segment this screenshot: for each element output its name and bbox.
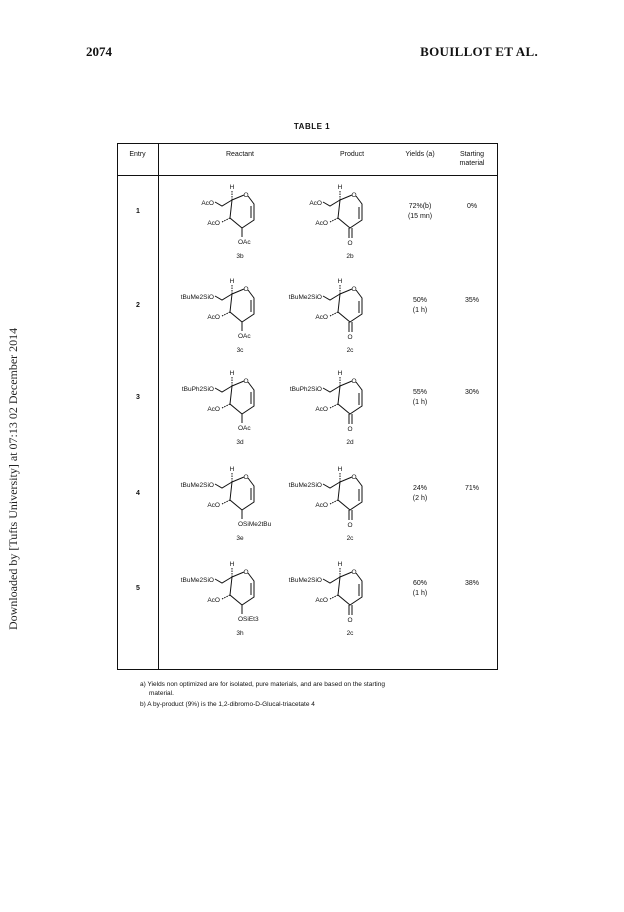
ring-o-label: O (243, 192, 249, 199)
reactant-c3-substituent: OSiMe2tBu (238, 521, 272, 528)
reaction-time: (2 h) (412, 495, 428, 502)
product-structure (290, 276, 380, 356)
reactant-structure (182, 276, 272, 356)
yield-cell (398, 388, 442, 408)
product-ring-bonds (338, 572, 362, 605)
carbonyl-o-label: O (347, 334, 353, 341)
reactant-structure (182, 182, 272, 262)
ring-h-label: H (229, 561, 235, 568)
yield-value: 50% (412, 297, 427, 304)
ring-o-label: O (351, 286, 357, 293)
reaction-time: (1 h) (412, 399, 428, 406)
ring-h-label: H (229, 278, 235, 285)
reactant-structure (182, 559, 272, 639)
product-c6-substituent: tBuPh2SiO (289, 386, 322, 393)
ring-h-label: H (337, 278, 343, 285)
reactant-c4-substituent: AcO (207, 220, 220, 227)
reactant-side-chain (215, 577, 232, 583)
product-structure (290, 368, 380, 448)
reactant-compound-id: 3b (236, 253, 244, 260)
reactant-structure (182, 368, 272, 448)
download-watermark: Downloaded by [Tufts University] at 07:13 02 December 2014 (6, 327, 20, 630)
reactant-c4-substituent: AcO (207, 597, 220, 604)
header-starting-material (447, 150, 497, 168)
product-ring-bonds (338, 289, 362, 322)
reactant-c3-substituent: OSiEt3 (238, 616, 259, 623)
yield-cell (398, 202, 442, 222)
reactant-ring-bonds (230, 477, 254, 510)
c4-hash-bond (222, 218, 230, 222)
product-c4-substituent: AcO (315, 314, 328, 321)
reactant-compound-id: 3e (236, 535, 244, 542)
ring-o-label: O (243, 286, 249, 293)
reactant-side-chain (215, 294, 232, 300)
product-compound-id: 2d (346, 439, 354, 446)
page-number: 2074 (86, 44, 112, 59)
header-reactant: Reactant (225, 151, 255, 158)
ring-h-label: H (229, 184, 235, 191)
reactant-c4-substituent: AcO (207, 406, 220, 413)
product-c4-substituent: AcO (315, 502, 328, 509)
ring-o-label: O (351, 474, 357, 481)
product-c6-substituent: tBuMe2SiO (288, 482, 322, 489)
entry-number: 2 (136, 302, 140, 309)
c4-hash-bond (222, 595, 230, 599)
product-c6-substituent: tBuMe2SiO (288, 577, 322, 584)
reaction-time: (15 mn) (407, 213, 433, 220)
starting-material-value: 38% (464, 580, 479, 587)
product-c6-substituent: AcO (309, 200, 322, 207)
entry-number: 5 (136, 585, 140, 592)
table-header-divider (117, 175, 498, 176)
reactant-c6-substituent: tBuMe2SiO (180, 577, 214, 584)
reactant-ring-bonds (230, 195, 254, 228)
header-starting-line1: Starting (459, 151, 485, 158)
reactant-c4-substituent: AcO (207, 502, 220, 509)
starting-material-value: 0% (466, 203, 478, 210)
product-structure (290, 559, 380, 639)
reactant-ring-bonds (230, 289, 254, 322)
ring-h-label: H (337, 466, 343, 473)
entry-number: 3 (136, 394, 140, 401)
product-compound-id: 2c (346, 347, 354, 354)
product-side-chain (323, 294, 340, 300)
reactant-c6-substituent: tBuPh2SiO (181, 386, 214, 393)
ring-h-label: H (337, 184, 343, 191)
product-compound-id: 2c (346, 630, 354, 637)
c4-hash-bond (222, 404, 230, 408)
footnote-a-line2: material. (149, 690, 174, 697)
ring-o-label: O (243, 474, 249, 481)
reactant-c3-substituent: OAc (238, 239, 251, 246)
reactant-c3-substituent: OAc (238, 333, 251, 340)
reactant-c6-substituent: AcO (201, 200, 214, 207)
product-ring-bonds (338, 381, 362, 414)
c4-hash-bond (330, 500, 338, 504)
starting-material-value: 30% (464, 389, 479, 396)
reaction-time: (1 h) (412, 590, 428, 597)
footnote-b: b) A by-product (9%) is the 1,2-dibromo-D-Glucal-triacetate 4 (140, 701, 315, 708)
c4-hash-bond (222, 312, 230, 316)
reactant-c6-substituent: tBuMe2SiO (180, 482, 214, 489)
product-c4-substituent: AcO (315, 597, 328, 604)
ring-o-label: O (351, 378, 357, 385)
reactant-compound-id: 3h (236, 630, 244, 637)
product-side-chain (323, 577, 340, 583)
running-head: BOUILLOT ET AL. (420, 44, 538, 59)
c4-hash-bond (330, 404, 338, 408)
yield-cell (398, 484, 442, 504)
carbonyl-bond (349, 510, 352, 520)
product-compound-id: 2c (346, 535, 354, 542)
yield-cell (398, 579, 442, 599)
ring-o-label: O (243, 569, 249, 576)
product-side-chain (323, 200, 340, 206)
product-structure (290, 182, 380, 262)
product-side-chain (323, 386, 340, 392)
c4-hash-bond (330, 595, 338, 599)
ring-o-label: O (243, 378, 249, 385)
carbonyl-o-label: O (347, 240, 353, 247)
starting-material-value: 71% (464, 485, 479, 492)
table-title: TABLE 1 (293, 122, 331, 131)
reactant-side-chain (215, 200, 232, 206)
product-ring-bonds (338, 477, 362, 510)
carbonyl-o-label: O (347, 426, 353, 433)
product-structure (290, 464, 380, 544)
carbonyl-bond (349, 322, 352, 332)
entry-number: 4 (136, 490, 140, 497)
header-product: Product (339, 151, 365, 158)
reactant-side-chain (215, 482, 232, 488)
reactant-c4-substituent: AcO (207, 314, 220, 321)
ring-h-label: H (337, 370, 343, 377)
starting-material-value: 35% (464, 297, 479, 304)
table-column-divider (158, 143, 159, 670)
product-c4-substituent: AcO (315, 406, 328, 413)
product-c6-substituent: tBuMe2SiO (288, 294, 322, 301)
yield-value: 55% (412, 389, 427, 396)
reactant-structure (182, 464, 272, 544)
c4-hash-bond (330, 218, 338, 222)
ring-h-label: H (229, 370, 235, 377)
yield-cell (398, 296, 442, 316)
product-compound-id: 2b (346, 253, 354, 260)
reactant-compound-id: 3c (236, 347, 244, 354)
ring-o-label: O (351, 192, 357, 199)
header-yields: Yields (a) (405, 151, 435, 158)
reactant-c3-substituent: OAc (238, 425, 251, 432)
carbonyl-o-label: O (347, 617, 353, 624)
c4-hash-bond (330, 312, 338, 316)
header-starting-line2: material (459, 160, 485, 167)
yield-value: 60% (412, 580, 427, 587)
ring-h-label: H (337, 561, 343, 568)
reactant-c6-substituent: tBuMe2SiO (180, 294, 214, 301)
reactant-ring-bonds (230, 381, 254, 414)
footnote-a (140, 680, 520, 698)
header-entry: Entry (129, 151, 146, 158)
product-c4-substituent: AcO (315, 220, 328, 227)
yield-value: 24% (412, 485, 427, 492)
entry-number: 1 (136, 208, 140, 215)
footnote-a-line1: a) Yields non optimized are for isolated, pure materials, and are based on the starting (140, 681, 385, 688)
carbonyl-bond (349, 228, 352, 238)
ring-o-label: O (351, 569, 357, 576)
product-side-chain (323, 482, 340, 488)
reactant-side-chain (215, 386, 232, 392)
carbonyl-bond (349, 605, 352, 615)
ring-h-label: H (229, 466, 235, 473)
reactant-compound-id: 3d (236, 439, 244, 446)
reaction-time: (1 h) (412, 307, 428, 314)
carbonyl-o-label: O (347, 522, 353, 529)
carbonyl-bond (349, 414, 352, 424)
product-ring-bonds (338, 195, 362, 228)
reactant-ring-bonds (230, 572, 254, 605)
c4-hash-bond (222, 500, 230, 504)
yield-value: 72%(b) (408, 203, 432, 210)
